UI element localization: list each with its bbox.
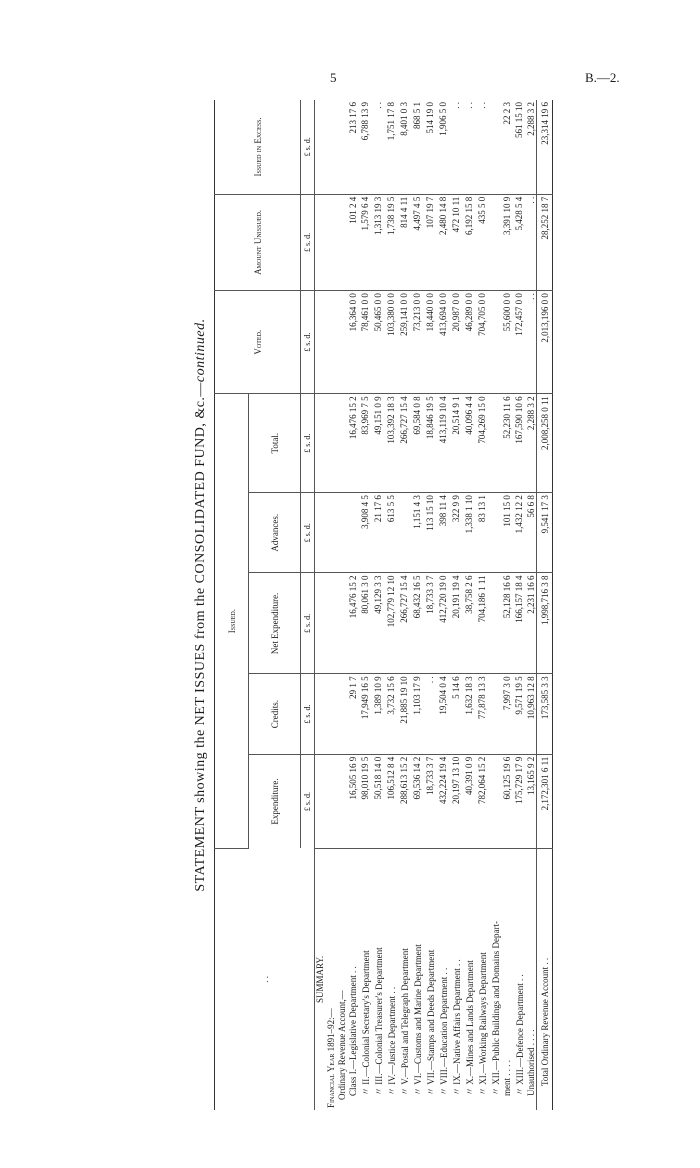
cell-net: 20,191 19 4 bbox=[450, 573, 463, 674]
cell-voted: 259,141 0 0 bbox=[398, 291, 411, 394]
row-label: 〃 XIII.—Defence Department . . bbox=[514, 974, 525, 1096]
cell-voted: 46,289 0 0 bbox=[463, 291, 476, 394]
cell-net: 68,432 16 5 bbox=[411, 573, 424, 674]
cell-cred: 7,997 3 0 bbox=[502, 674, 513, 754]
cell-cred: 17,949 16 5 bbox=[359, 674, 372, 754]
cell-adv: 83 13 1 bbox=[476, 493, 489, 573]
cell-adv bbox=[398, 493, 411, 573]
cell-unissued: 3,391 10 9 bbox=[502, 194, 513, 290]
statement-caption bbox=[188, 100, 214, 1110]
header-blank: . . bbox=[215, 848, 315, 1110]
cell-exp: 106,512 8 4 bbox=[385, 754, 398, 848]
cell-unissued: 4,497 4 5 bbox=[411, 194, 424, 290]
rotated-statement bbox=[188, 100, 550, 1110]
table-row bbox=[372, 100, 385, 1110]
page-number: 5 bbox=[330, 70, 337, 85]
table-row bbox=[513, 100, 526, 1110]
cell-cred: 77,878 13 3 bbox=[476, 674, 489, 754]
cell-unissued: 1,313 19 3 bbox=[372, 194, 385, 290]
row-label: 〃 V.—Postal and Telegraph Department bbox=[399, 948, 410, 1096]
cell-net: 166,157 18 4 bbox=[513, 573, 526, 674]
cell-total: 413,119 10 4 bbox=[437, 394, 450, 493]
cell-adv: 1,432 12 2 bbox=[513, 493, 526, 573]
cell-excess: 23,314 19 6 bbox=[537, 100, 553, 194]
cell-voted: 20,987 0 0 bbox=[450, 291, 463, 394]
header-advances: Advances. bbox=[249, 493, 301, 573]
cell-voted: 704,705 0 0 bbox=[476, 291, 489, 394]
cell-net: 1,998,716 3 8 bbox=[537, 573, 553, 674]
summary-heading: SUMMARY. bbox=[315, 955, 326, 1003]
cell-adv: 1,338 1 10 bbox=[463, 493, 476, 573]
cell-cred: 5 14 6 bbox=[450, 674, 463, 754]
header-issued: Issued. bbox=[215, 394, 249, 848]
cell-unissued: 2,480 14 8 bbox=[437, 194, 450, 290]
cell-excess bbox=[489, 100, 502, 194]
cell-unissued: 472 10 11 bbox=[450, 194, 463, 290]
cell-total: 16,476 15 2 bbox=[348, 394, 359, 493]
cell-adv: 101 15 0 bbox=[502, 493, 513, 573]
cell-cred: 1,103 17 9 bbox=[411, 674, 424, 754]
cell-total: 49,151 0 9 bbox=[372, 394, 385, 493]
table-row bbox=[385, 100, 398, 1110]
cell-exp: 432,224 19 4 bbox=[437, 754, 450, 848]
statement-content bbox=[188, 100, 550, 1110]
cell-excess: 514 19 0 bbox=[424, 100, 437, 194]
cell-unissued: 107 19 7 bbox=[424, 194, 437, 290]
row-label: 〃 XI.—Working Railways Department bbox=[477, 952, 488, 1096]
cell-net: 102,779 12 10 bbox=[385, 573, 398, 674]
table-row bbox=[526, 100, 537, 1110]
cell-voted: 50,465 0 0 bbox=[372, 291, 385, 394]
cell-excess: 8,401 0 3 bbox=[398, 100, 411, 194]
table-row bbox=[411, 100, 424, 1110]
table-row bbox=[476, 100, 489, 1110]
cell-unissued: 435 5 0 bbox=[476, 194, 489, 290]
cell-voted: 103,380 0 0 bbox=[385, 291, 398, 394]
cell-exp: 69,536 14 2 bbox=[411, 754, 424, 848]
cell-cred: 21,885 19 10 bbox=[398, 674, 411, 754]
row-label: 〃 X.—Mines and Lands Department bbox=[464, 960, 475, 1096]
cell-excess: . . bbox=[476, 100, 489, 194]
cell-total bbox=[489, 394, 502, 493]
total-label: Total Ordinary Revenue Account . . bbox=[537, 848, 553, 1110]
caption-continued: continued. bbox=[193, 318, 208, 383]
cell-exp: 175,729 17 9 bbox=[513, 754, 526, 848]
cell-total: 167,590 10 6 bbox=[513, 394, 526, 493]
cell-cred bbox=[489, 674, 502, 754]
header-credits: Credits. bbox=[249, 674, 301, 754]
cell-cred: . . bbox=[424, 674, 437, 754]
table-row bbox=[348, 100, 359, 1110]
cell-excess: . . bbox=[463, 100, 476, 194]
units-total: £ s. d. bbox=[301, 394, 315, 493]
cell-excess: . . bbox=[372, 100, 385, 194]
row-label: ment . . . . bbox=[502, 1060, 512, 1096]
cell-exp: 60,125 19 6 bbox=[502, 754, 513, 848]
table-row bbox=[359, 100, 372, 1110]
row-label: 〃 XII.—Public Buildings and Domains Depart- bbox=[490, 921, 501, 1096]
cell-cred: 1,632 18 3 bbox=[463, 674, 476, 754]
header-expenditure: Expenditure. bbox=[249, 754, 301, 848]
units-excess: £ s. d. bbox=[301, 100, 315, 194]
cell-voted: 16,364 0 0 bbox=[348, 291, 359, 394]
cell-adv: 398 11 4 bbox=[437, 493, 450, 573]
cell-total: 40,096 4 4 bbox=[463, 394, 476, 493]
cell-net: 38,758 2 6 bbox=[463, 573, 476, 674]
cell-cred: 1,389 10 9 bbox=[372, 674, 385, 754]
cell-cred: 29 1 7 bbox=[348, 674, 359, 754]
cell-total: 2,008,258 0 11 bbox=[537, 394, 553, 493]
cell-net: 49,129 3 3 bbox=[372, 573, 385, 674]
cell-exp: 2,172,301 6 11 bbox=[537, 754, 553, 848]
cell-adv: 113 15 10 bbox=[424, 493, 437, 573]
table-row bbox=[463, 100, 476, 1110]
cell-net: 2,231 16 6 bbox=[526, 573, 537, 674]
row-label: 〃 VI.—Customs and Marine Department bbox=[412, 944, 423, 1096]
cell-voted: 55,600 0 0 bbox=[502, 291, 513, 394]
cell-unissued: 814 4 11 bbox=[398, 194, 411, 290]
row-label: 〃 II.—Colonial Secretary's Department bbox=[360, 950, 371, 1096]
cell-excess: 1,906 5 0 bbox=[437, 100, 450, 194]
cell-unissued: 1,738 19 5 bbox=[385, 194, 398, 290]
table-row bbox=[450, 100, 463, 1110]
cell-voted: 2,013,196 0 0 bbox=[537, 291, 553, 394]
units-credits: £ s. d. bbox=[301, 674, 315, 754]
table-row bbox=[489, 100, 502, 1110]
cell-exp: 50,518 14 0 bbox=[372, 754, 385, 848]
row-label: Class I.—Legislative Department . . bbox=[348, 966, 358, 1096]
ordinary-account-label: Ordinary Revenue Account,— bbox=[337, 990, 347, 1100]
cell-unissued bbox=[489, 194, 502, 290]
cell-total: 704,269 15 0 bbox=[476, 394, 489, 493]
cell-total: 103,392 18 3 bbox=[385, 394, 398, 493]
header-issued-in-excess: Issued in Excess. bbox=[215, 100, 301, 194]
cell-total: 18,846 19 5 bbox=[424, 394, 437, 493]
cell-net: 52,128 16 6 bbox=[502, 573, 513, 674]
row-label: 〃 IX.—Native Affairs Department . . bbox=[451, 959, 462, 1096]
table-row bbox=[398, 100, 411, 1110]
cell-cred: 173,585 3 3 bbox=[537, 674, 553, 754]
cell-unissued: 5,428 5 4 bbox=[513, 194, 526, 290]
cell-net bbox=[489, 573, 502, 674]
cell-excess: 1,751 17 8 bbox=[385, 100, 398, 194]
table-row bbox=[424, 100, 437, 1110]
cell-exp: 98,010 19 5 bbox=[359, 754, 372, 848]
cell-adv bbox=[489, 493, 502, 573]
cell-voted: 413,694 0 0 bbox=[437, 291, 450, 394]
cell-net: 18,733 3 7 bbox=[424, 573, 437, 674]
cell-exp: 20,197 13 10 bbox=[450, 754, 463, 848]
cell-voted bbox=[489, 291, 502, 394]
cell-excess: 6,788 13 9 bbox=[359, 100, 372, 194]
cell-adv: 1,151 4 3 bbox=[411, 493, 424, 573]
header-net-expenditure: Net Expenditure. bbox=[249, 573, 301, 674]
cell-adv: 3,908 4 5 bbox=[359, 493, 372, 573]
cell-net: 16,476 15 2 bbox=[348, 573, 359, 674]
net-issues-table bbox=[214, 100, 553, 1110]
cell-excess: 2,288 3 2 bbox=[526, 100, 537, 194]
cell-exp: 288,613 15 2 bbox=[398, 754, 411, 848]
cell-voted: 172,457 0 0 bbox=[513, 291, 526, 394]
table-row bbox=[437, 100, 450, 1110]
units-advances: £ s. d. bbox=[301, 493, 315, 573]
units-net-expenditure: £ s. d. bbox=[301, 573, 315, 674]
cell-exp: 16,505 16 9 bbox=[348, 754, 359, 848]
cell-exp: 18,733 3 7 bbox=[424, 754, 437, 848]
cell-exp: 13,165 9 2 bbox=[526, 754, 537, 848]
cell-voted: 18,440 0 0 bbox=[424, 291, 437, 394]
cell-unissued: 1,579 6 4 bbox=[359, 194, 372, 290]
cell-adv bbox=[348, 493, 359, 573]
cell-exp bbox=[489, 754, 502, 848]
row-label: 〃 III.—Colonial Treasurer's Department bbox=[373, 947, 384, 1096]
row-label: 〃 VII.—Stamps and Deeds Department bbox=[425, 949, 436, 1096]
cell-cred: 19,504 0 4 bbox=[437, 674, 450, 754]
cell-adv: 9,541 17 3 bbox=[537, 493, 553, 573]
cell-net: 266,727 15 4 bbox=[398, 573, 411, 674]
row-label: 〃 IV.—Justice Department . . bbox=[386, 986, 397, 1096]
financial-year-label: Financial Year 1891–92:— bbox=[326, 1008, 336, 1108]
cell-exp: 40,391 0 9 bbox=[463, 754, 476, 848]
units-unissued: £ s. d. bbox=[301, 194, 315, 290]
cell-adv: 322 9 9 bbox=[450, 493, 463, 573]
cell-cred: 3,732 15 6 bbox=[385, 674, 398, 754]
cell-voted: . . bbox=[526, 291, 537, 394]
units-voted: £ s. d. bbox=[301, 291, 315, 394]
cell-net: 412,720 19 0 bbox=[437, 573, 450, 674]
cell-unissued: 101 2 4 bbox=[348, 194, 359, 290]
units-expenditure: £ s. d. bbox=[301, 754, 315, 848]
cell-unissued: 28,252 18 7 bbox=[537, 194, 553, 290]
cell-cred: 9,571 19 5 bbox=[513, 674, 526, 754]
cell-voted: 73,213 0 0 bbox=[411, 291, 424, 394]
cell-unissued: . . bbox=[526, 194, 537, 290]
cell-excess: 561 15 10 bbox=[513, 100, 526, 194]
row-label: Unauthorised . . . . bbox=[525, 1029, 536, 1096]
total-row bbox=[537, 100, 553, 1110]
caption-main: STATEMENT showing the NET ISSUES from the CONSOLIDATED FUND, &c.— bbox=[193, 382, 208, 892]
cell-excess: 868 5 1 bbox=[411, 100, 424, 194]
cell-net: 80,061 3 0 bbox=[359, 573, 372, 674]
cell-total: 266,727 15 4 bbox=[398, 394, 411, 493]
cell-excess: 22 2 3 bbox=[502, 100, 513, 194]
cell-total: 52,230 11 6 bbox=[502, 394, 513, 493]
cell-exp: 782,064 15 2 bbox=[476, 754, 489, 848]
cell-adv: 56 6 8 bbox=[526, 493, 537, 573]
cell-excess: . . bbox=[450, 100, 463, 194]
table-body bbox=[315, 100, 553, 1110]
cell-excess: 213 17 6 bbox=[348, 100, 359, 194]
header-total: Total. bbox=[249, 394, 301, 493]
cell-total: 69,584 0 8 bbox=[411, 394, 424, 493]
cell-net: 704,186 1 11 bbox=[476, 573, 489, 674]
row-label: 〃 VIII.—Education Department . . bbox=[438, 967, 449, 1096]
cell-cred: 10,963 12 8 bbox=[526, 674, 537, 754]
cell-unissued: 6,192 15 8 bbox=[463, 194, 476, 290]
cell-total: 83,969 7 5 bbox=[359, 394, 372, 493]
cell-voted: 78,461 0 0 bbox=[359, 291, 372, 394]
cell-total: 20,514 9 1 bbox=[450, 394, 463, 493]
document-reference: B.—2. bbox=[585, 70, 620, 85]
cell-adv: 21 17 6 bbox=[372, 493, 385, 573]
header-amount-unissued: Amount Unissued. bbox=[215, 194, 301, 290]
table-row bbox=[502, 100, 513, 1110]
cell-total: 2,288 3 2 bbox=[526, 394, 537, 493]
header-voted: Voted. bbox=[215, 291, 301, 394]
cell-adv: 613 5 5 bbox=[385, 493, 398, 573]
